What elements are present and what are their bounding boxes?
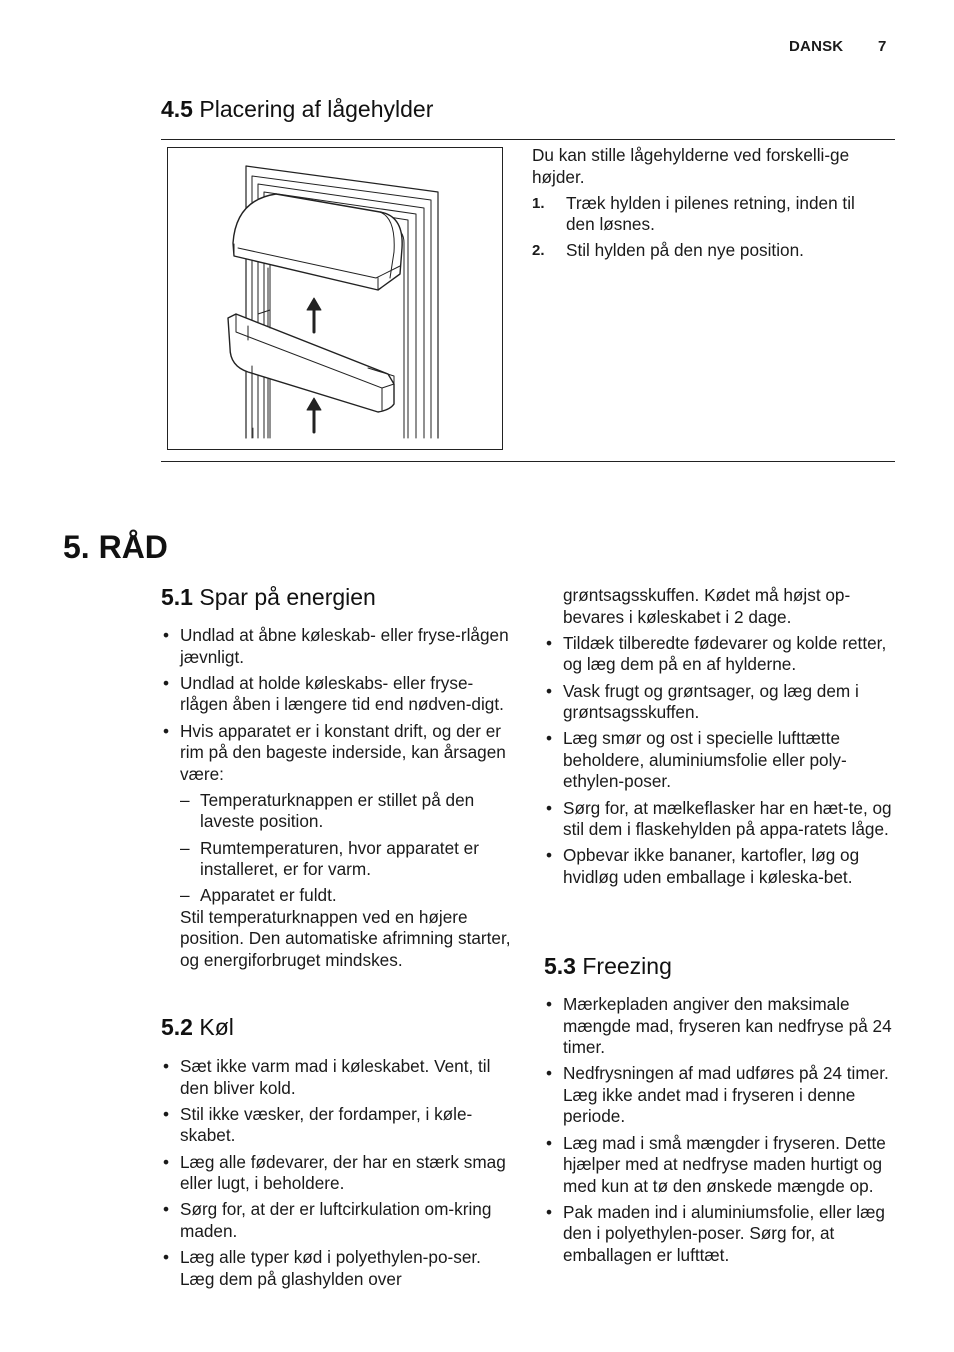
header-language: DANSK: [789, 38, 844, 55]
steps-list: [532, 193, 877, 262]
door-shelf-illustration: [167, 147, 503, 450]
section-number: 5.2: [161, 1014, 193, 1040]
list-item: • Læg mad i små mængder i fryseren. Dette hjælper med at nedfryse maden hurtigt og med kun at tø den ønskede mængde op.: [544, 1133, 894, 1198]
list-item-text: Hvis apparatet er i konstant drift, og der er rim på den bageste inderside, kan årsagen være:: [180, 720, 506, 784]
list-item: • Læg alle typer kød i polyethylen-po-ser. Læg dem på glashylden over: [161, 1247, 516, 1290]
section-title: Spar på energien: [199, 584, 376, 610]
section-5-3-heading: [544, 953, 672, 980]
step-item: [532, 193, 877, 236]
section-4-5-heading: [161, 96, 433, 123]
list-item: • Tildæk tilberedte fødevarer og kolde retter, og læg dem på en af hylderne.: [544, 633, 894, 676]
step-text: Stil hylden på den nye position.: [566, 240, 804, 261]
section-intro: Du kan stille lågehylderne ved forskelli-ge højder.: [532, 145, 850, 187]
step-text: Træk hylden i pilenes retning, inden til den løsnes.: [566, 192, 855, 234]
step-number: 2.: [532, 242, 545, 260]
section-5-2-body: [161, 1056, 516, 1295]
section-5-2-body-continued: [544, 585, 894, 893]
section-5-2-heading: [161, 1014, 234, 1041]
list-item: • Nedfrysningen af mad udføres på 24 timer. Læg ikke andet mad i fryseren i denne periode.: [544, 1063, 894, 1128]
list-item: • Opbevar ikke bananer, kartofler, løg og hvidløg uden emballage i køleska-bet.: [544, 845, 894, 888]
step-item: [532, 240, 877, 262]
section-bottom-rule: [161, 461, 895, 462]
arrow-up-icon: [307, 398, 321, 432]
remedy-text: Stil temperaturknappen ved en højere position. Den automatiske afrimning starter, og energiforbruget mindskes.: [180, 906, 511, 970]
list-item: • Sørg for, at mælkeflasker har en hæt-te, og stil dem i flaskehylden på appa-ratets låge.: [544, 798, 894, 841]
freezing-tips-list: [544, 994, 894, 1266]
list-item: • Vask frugt og grøntsager, og læg dem i grøntsagsskuffen.: [544, 681, 894, 724]
cooling-tips-list-continued: [544, 633, 894, 889]
section-5-1-body: [161, 625, 516, 976]
step-number: 1.: [532, 194, 545, 212]
chapter-5-heading: [63, 529, 168, 566]
list-item: • Undlad at åbne køleskab- eller fryse-rlågen jævnligt.: [161, 625, 516, 668]
list-item: • Stil ikke væsker, der fordamper, i køle-skabet.: [161, 1104, 516, 1147]
list-item: • Mærkepladen angiver den maksimale mængde mad, fryseren kan nedfryse på 24 timer.: [544, 994, 894, 1059]
section-title: Placering af lågehylder: [199, 96, 434, 122]
section-top-rule: [161, 139, 895, 140]
causes-list: [180, 790, 516, 907]
list-item: • Pak maden ind i aluminiumsfolie, eller læg den i polyethylen-poser. Sørg for, at emballagen er lufttæt.: [544, 1202, 894, 1267]
section-number: 4.5: [161, 96, 193, 122]
section-5-3-body: [544, 994, 894, 1271]
section-number: 5.1: [161, 584, 193, 610]
section-title: Freezing: [582, 953, 672, 979]
list-item: • Undlad at holde køleskabs- eller fryse-rlågen åben i længere tid end nødven-digt.: [161, 673, 516, 716]
chapter-title: RÅD: [98, 529, 168, 565]
arrow-up-icon: [307, 298, 321, 332]
energy-tips-list: [161, 625, 516, 971]
list-item: • Sørg for, at der er luftcirkulation om-kring maden.: [161, 1199, 516, 1242]
section-4-5-text: [532, 145, 877, 266]
list-item: • Læg alle fødevarer, der har en stærk smag eller lugt, i beholdere.: [161, 1152, 516, 1195]
cause-item: – Rumtemperaturen, hvor apparatet er installeret, er for varm.: [180, 838, 516, 881]
section-title: Køl: [199, 1014, 234, 1040]
continuation-text: grøntsagsskuffen. Kødet må højst op-bevares i køleskabet i 2 dage.: [563, 585, 851, 627]
list-item: • Læg smør og ost i specielle lufttætte beholdere, aluminiumsfolie eller poly-ethylen-poser.: [544, 728, 894, 793]
header-page-number: 7: [878, 38, 887, 55]
section-number: 5.3: [544, 953, 576, 979]
cause-item: – Temperaturknappen er stillet på den laveste position.: [180, 790, 516, 833]
cause-item: – Apparatet er fuldt.: [180, 885, 516, 907]
chapter-number: 5.: [63, 529, 90, 565]
list-item: [161, 721, 516, 972]
section-5-1-heading: [161, 584, 376, 611]
cooling-tips-list: [161, 1056, 516, 1290]
list-item: • Sæt ikke varm mad i køleskabet. Vent, til den bliver kold.: [161, 1056, 516, 1099]
